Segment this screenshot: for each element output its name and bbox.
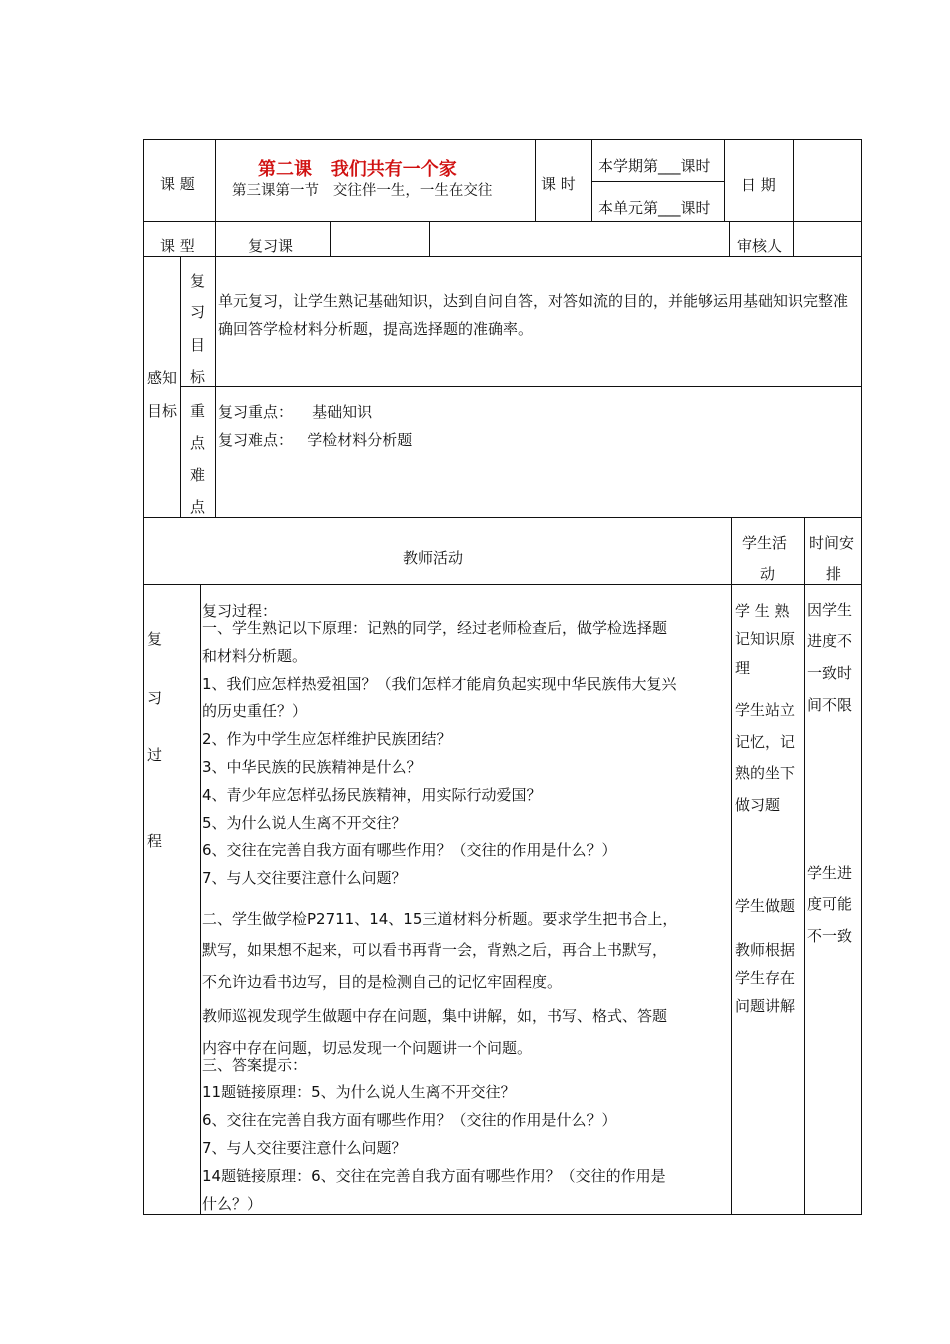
period-mid-divider <box>591 181 724 182</box>
col-5 <box>793 139 794 222</box>
student-activity-header-1: 学生活 <box>742 534 788 552</box>
lesson-subtitle: 第三课第一节 交往伴一生，一生在交往 <box>232 183 493 199</box>
table-border-top <box>143 139 862 140</box>
difficult-point: 复习难点： 学检材料分析题 <box>218 431 413 449</box>
process-line: 一、学生熟记以下原理：记熟的同学，经过老师检查后，做学检选择题 <box>202 619 668 637</box>
key-points-char: 重 <box>190 402 206 420</box>
type-col-d <box>793 221 794 257</box>
period-label: 课 时 <box>541 175 576 193</box>
process-line: 6、交往在完善自我方面有哪些作用？（交往的作用是什么？） <box>202 841 617 859</box>
row-divider-2 <box>143 256 862 257</box>
col-3 <box>591 139 592 222</box>
type-col-c <box>729 221 730 257</box>
activity-col-b <box>804 517 805 1215</box>
process-line: 内容中存在问题，切忌发现一个问题讲一个问题。 <box>202 1039 533 1057</box>
student-note-line: 理 <box>735 659 751 677</box>
key-points-char: 难 <box>190 466 206 484</box>
time-note-line: 因学生 <box>807 601 853 619</box>
student-note-line: 学生站立 <box>735 701 796 719</box>
student-note-line: 学 生 熟 <box>735 602 790 620</box>
process-line: 6、交往在完善自我方面有哪些作用？（交往的作用是什么？） <box>202 1111 617 1129</box>
process-char: 习 <box>147 689 163 707</box>
process-line: 的历史重任？） <box>202 702 308 720</box>
table-border-bottom <box>143 1214 862 1215</box>
process-char: 过 <box>147 746 163 764</box>
key-points-char: 点 <box>190 434 206 452</box>
type-col-b <box>429 221 430 257</box>
time-note-line: 一致时 <box>807 664 853 682</box>
student-note-line: 记知识原 <box>735 630 796 648</box>
student-note-line: 记忆，记 <box>735 733 796 751</box>
process-line: 3、中华民族的民族精神是什么？ <box>202 758 422 776</box>
goals-col-a <box>180 256 181 518</box>
review-goal-char: 复 <box>190 272 206 290</box>
row-divider-4 <box>143 584 862 585</box>
process-char: 程 <box>147 832 163 850</box>
student-note-line: 学生存在 <box>735 969 796 987</box>
subject-label: 课 题 <box>160 175 195 193</box>
time-note-line: 度可能 <box>807 895 853 913</box>
process-line: 三、答案提示： <box>202 1056 308 1074</box>
type-col-a <box>330 221 331 257</box>
review-goal-char: 目 <box>190 336 206 354</box>
process-line: 11题链接原理：5、为什么说人生离不开交往？ <box>202 1083 516 1101</box>
col-1 <box>215 139 216 257</box>
student-note-line: 学生做题 <box>735 897 796 915</box>
process-line: 默写，如果想不起来，可以看书再背一会，背熟之后，再合上书默写， <box>202 941 668 959</box>
col-2 <box>535 139 536 222</box>
row-divider-goals <box>180 386 862 387</box>
student-note-line: 教师根据 <box>735 941 796 959</box>
term-period-label: 本学期第___课时 <box>598 157 711 175</box>
table-border-right <box>861 139 862 1215</box>
teacher-activity-header: 教师活动 <box>403 549 464 567</box>
time-plan-header-2: 排 <box>826 565 842 583</box>
process-char: 复 <box>147 630 163 648</box>
student-note-line: 做习题 <box>735 796 781 814</box>
process-line: 教师巡视发现学生做题中存在问题，集中讲解，如，书写、格式、答题 <box>202 1007 668 1025</box>
time-note-line: 不一致 <box>807 927 853 945</box>
student-note-line: 熟的坐下 <box>735 764 796 782</box>
student-activity-header-2: 动 <box>760 565 776 583</box>
key-points-char: 点 <box>190 498 206 516</box>
unit-period-label: 本单元第___课时 <box>598 199 711 217</box>
goals-group-label-top: 感知 <box>147 369 178 387</box>
row-divider-1 <box>143 221 862 222</box>
process-line: 5、为什么说人生离不开交往？ <box>202 814 407 832</box>
table-border-left <box>143 139 144 1215</box>
review-goal-char: 习 <box>190 303 206 321</box>
process-line: 复习过程： <box>202 602 278 620</box>
process-line: 14题链接原理：6、交往在完善自我方面有哪些作用？（交往的作用是 <box>202 1167 666 1185</box>
process-line: 不允许边看书边写，目的是检测自己的记忆牢固程度。 <box>202 973 563 991</box>
process-line: 和材料分析题。 <box>202 647 308 665</box>
date-label: 日 期 <box>741 176 776 194</box>
process-line: 什么？） <box>202 1195 263 1213</box>
type-label: 课 型 <box>160 237 195 255</box>
reviewer-label: 审核人 <box>737 237 783 255</box>
review-goal-text: 单元复习，让学生熟记基础知识，达到自问自答，对答如流的目的，并能够运用基础知识完整准确回答学检材料分析题，提高选择题的准确率。 <box>218 292 849 338</box>
student-note-line: 问题讲解 <box>735 997 796 1015</box>
time-note-line: 进度不 <box>807 632 853 650</box>
lesson-title: 第二课 我们共有一个家 <box>258 159 457 180</box>
process-line: 7、与人交往要注意什么问题？ <box>202 869 407 887</box>
row-divider-3 <box>143 517 862 518</box>
goals-group-label-bottom: 目标 <box>147 402 178 420</box>
process-line: 7、与人交往要注意什么问题？ <box>202 1139 407 1157</box>
type-value: 复习课 <box>248 237 294 255</box>
time-note-line: 学生进 <box>807 864 853 882</box>
activity-col-a <box>731 517 732 1215</box>
process-line: 二、学生做学检P2711、14、15三道材料分析题。要求学生把书合上， <box>202 910 678 928</box>
review-goal-char: 标 <box>190 368 206 386</box>
col-4 <box>724 139 725 222</box>
process-line: 1、我们应怎样热爱祖国？（我们怎样才能肩负起实现中华民族伟大复兴 <box>202 675 677 693</box>
process-line: 4、青少年应怎样弘扬民族精神，用实际行动爱国？ <box>202 786 542 804</box>
process-line: 2、作为中学生应怎样维护民族团结？ <box>202 730 452 748</box>
goals-col-b <box>215 256 216 518</box>
key-point: 复习重点： 基础知识 <box>218 403 373 421</box>
process-col-a <box>200 584 201 1215</box>
time-plan-header-1: 时间安 <box>809 534 855 552</box>
time-note-line: 间不限 <box>807 696 853 714</box>
